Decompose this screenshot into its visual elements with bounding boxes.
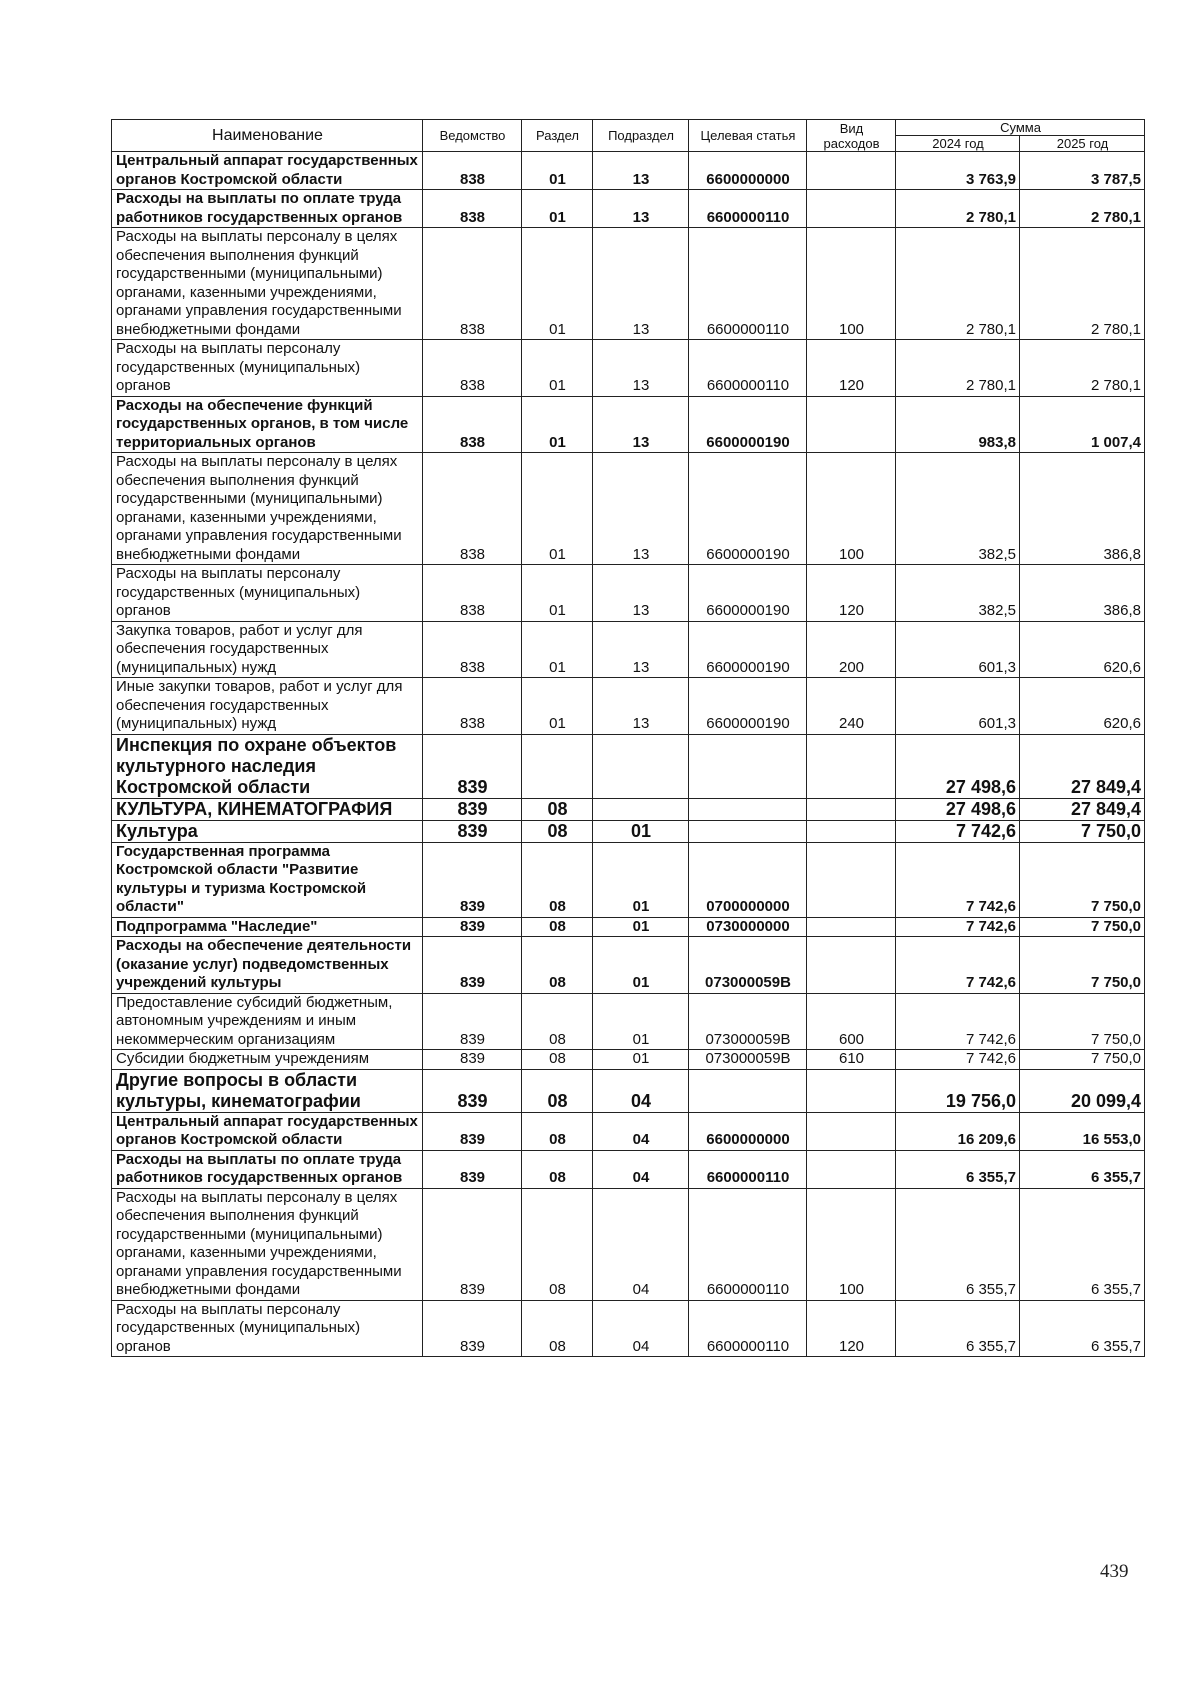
cell-name: КУЛЬТУРА, КИНЕМАТОГРАФИЯ	[112, 798, 423, 820]
table-row	[112, 820, 1145, 842]
cell-sum-2024: 7 742,6	[896, 820, 1020, 842]
cell-target-item: 6600000110	[689, 1300, 807, 1357]
cell-section: 01	[522, 340, 593, 397]
cell-sum-2024: 19 756,0	[896, 1069, 1020, 1112]
cell-name: Государственная программа Костромской области "Развитие культуры и туризма Костромской области"	[112, 842, 423, 917]
cell-sum-2025: 3 787,5	[1020, 152, 1145, 190]
cell-section	[522, 734, 593, 798]
cell-sum-2024: 601,3	[896, 678, 1020, 735]
cell-subsection: 13	[593, 565, 689, 622]
cell-name: Иные закупки товаров, работ и услуг для обеспечения государственных (муниципальных) нужд	[112, 678, 423, 735]
table-row	[112, 565, 1145, 622]
cell-department: 839	[423, 937, 522, 994]
cell-expense-type: 100	[807, 228, 896, 340]
cell-department: 839	[423, 734, 522, 798]
cell-sum-2025: 2 780,1	[1020, 340, 1145, 397]
table-row	[112, 228, 1145, 340]
cell-expense-type	[807, 798, 896, 820]
cell-name: Расходы на выплаты по оплате труда работников государственных органов	[112, 190, 423, 228]
cell-sum-2025: 6 355,7	[1020, 1300, 1145, 1357]
cell-target-item: 6600000110	[689, 1150, 807, 1188]
cell-sum-2025: 7 750,0	[1020, 917, 1145, 937]
cell-department: 838	[423, 678, 522, 735]
cell-name: Расходы на выплаты персоналу государственных (муниципальных) органов	[112, 340, 423, 397]
header-year-2025: 2025 год	[1020, 136, 1145, 152]
cell-sum-2025: 7 750,0	[1020, 993, 1145, 1050]
cell-expense-type: 120	[807, 1300, 896, 1357]
cell-sum-2025: 6 355,7	[1020, 1150, 1145, 1188]
cell-target-item: 0730000000	[689, 917, 807, 937]
cell-section: 08	[522, 1188, 593, 1300]
cell-department: 838	[423, 152, 522, 190]
cell-target-item: 6600000190	[689, 396, 807, 453]
cell-expense-type: 610	[807, 1050, 896, 1070]
cell-expense-type	[807, 820, 896, 842]
header-section: Раздел	[522, 120, 593, 152]
cell-subsection: 04	[593, 1188, 689, 1300]
cell-department: 839	[423, 798, 522, 820]
table-row	[112, 453, 1145, 565]
cell-section: 01	[522, 453, 593, 565]
table-row	[112, 798, 1145, 820]
cell-name: Субсидии бюджетным учреждениям	[112, 1050, 423, 1070]
cell-department: 838	[423, 621, 522, 678]
table-row	[112, 1188, 1145, 1300]
cell-sum-2024: 983,8	[896, 396, 1020, 453]
cell-section: 01	[522, 565, 593, 622]
cell-department: 838	[423, 228, 522, 340]
cell-target-item: 6600000110	[689, 340, 807, 397]
cell-sum-2025: 20 099,4	[1020, 1069, 1145, 1112]
cell-target-item: 6600000110	[689, 228, 807, 340]
cell-sum-2025: 2 780,1	[1020, 190, 1145, 228]
cell-expense-type: 100	[807, 453, 896, 565]
cell-expense-type	[807, 190, 896, 228]
table-row	[112, 1069, 1145, 1112]
cell-sum-2024: 2 780,1	[896, 340, 1020, 397]
cell-subsection: 13	[593, 396, 689, 453]
cell-target-item: 6600000000	[689, 1112, 807, 1150]
cell-subsection: 13	[593, 228, 689, 340]
cell-department: 839	[423, 1069, 522, 1112]
cell-target-item: 6600000190	[689, 453, 807, 565]
cell-section: 08	[522, 820, 593, 842]
table-body	[112, 152, 1145, 1357]
table-row	[112, 678, 1145, 735]
cell-sum-2025: 386,8	[1020, 565, 1145, 622]
cell-name: Другие вопросы в области культуры, кинематографии	[112, 1069, 423, 1112]
cell-expense-type	[807, 842, 896, 917]
cell-expense-type	[807, 937, 896, 994]
cell-subsection: 13	[593, 453, 689, 565]
cell-expense-type: 600	[807, 993, 896, 1050]
table-row	[112, 1150, 1145, 1188]
cell-subsection: 13	[593, 621, 689, 678]
cell-target-item: 0700000000	[689, 842, 807, 917]
table-row	[112, 917, 1145, 937]
cell-expense-type	[807, 917, 896, 937]
cell-expense-type: 120	[807, 340, 896, 397]
cell-section: 01	[522, 396, 593, 453]
table-row	[112, 1050, 1145, 1070]
cell-expense-type	[807, 152, 896, 190]
cell-subsection: 01	[593, 917, 689, 937]
cell-expense-type: 240	[807, 678, 896, 735]
cell-department: 838	[423, 340, 522, 397]
cell-sum-2024: 16 209,6	[896, 1112, 1020, 1150]
cell-sum-2025: 7 750,0	[1020, 820, 1145, 842]
cell-sum-2024: 382,5	[896, 565, 1020, 622]
cell-sum-2025: 7 750,0	[1020, 937, 1145, 994]
cell-sum-2024: 7 742,6	[896, 842, 1020, 917]
cell-section: 01	[522, 621, 593, 678]
cell-subsection: 13	[593, 190, 689, 228]
cell-department: 839	[423, 820, 522, 842]
cell-section: 01	[522, 190, 593, 228]
table-row	[112, 1300, 1145, 1357]
cell-name: Расходы на обеспечение деятельности (оказание услуг) подведомственных учреждений культуры	[112, 937, 423, 994]
table-row	[112, 152, 1145, 190]
cell-section: 08	[522, 1112, 593, 1150]
cell-target-item: 6600000190	[689, 565, 807, 622]
cell-sum-2025: 27 849,4	[1020, 734, 1145, 798]
header-target-item: Целевая статья	[689, 120, 807, 152]
cell-name: Расходы на выплаты персоналу в целях обеспечения выполнения функций государственными (муниципальными) органами, казенными учреждениями, органами управления государственными внебюджетными фондами	[112, 228, 423, 340]
cell-sum-2024: 7 742,6	[896, 993, 1020, 1050]
cell-section: 08	[522, 1150, 593, 1188]
cell-target-item	[689, 820, 807, 842]
cell-section: 08	[522, 917, 593, 937]
cell-department: 839	[423, 993, 522, 1050]
cell-subsection: 01	[593, 1050, 689, 1070]
table-row	[112, 621, 1145, 678]
cell-expense-type	[807, 1150, 896, 1188]
cell-section: 01	[522, 678, 593, 735]
header-sum: Сумма	[896, 120, 1145, 136]
table-row	[112, 190, 1145, 228]
cell-section: 08	[522, 1300, 593, 1357]
cell-section: 08	[522, 1069, 593, 1112]
cell-sum-2024: 27 498,6	[896, 734, 1020, 798]
cell-sum-2024: 7 742,6	[896, 917, 1020, 937]
cell-sum-2025: 6 355,7	[1020, 1188, 1145, 1300]
table-row	[112, 993, 1145, 1050]
table-row	[112, 340, 1145, 397]
cell-target-item: 6600000110	[689, 190, 807, 228]
table-row	[112, 734, 1145, 798]
cell-sum-2025: 16 553,0	[1020, 1112, 1145, 1150]
cell-sum-2024: 2 780,1	[896, 190, 1020, 228]
cell-name: Предоставление субсидий бюджетным, автономным учреждениям и иным некоммерческим организациям	[112, 993, 423, 1050]
cell-name: Расходы на выплаты персоналу государственных (муниципальных) органов	[112, 565, 423, 622]
cell-sum-2024: 6 355,7	[896, 1150, 1020, 1188]
cell-department: 838	[423, 565, 522, 622]
cell-department: 839	[423, 1050, 522, 1070]
cell-target-item: 073000059В	[689, 1050, 807, 1070]
cell-department: 839	[423, 1188, 522, 1300]
table-row	[112, 1112, 1145, 1150]
header-subsection: Подраздел	[593, 120, 689, 152]
cell-sum-2025: 2 780,1	[1020, 228, 1145, 340]
cell-subsection: 13	[593, 152, 689, 190]
cell-subsection	[593, 734, 689, 798]
cell-name: Закупка товаров, работ и услуг для обеспечения государственных (муниципальных) нужд	[112, 621, 423, 678]
cell-subsection: 04	[593, 1069, 689, 1112]
cell-target-item: 6600000190	[689, 678, 807, 735]
cell-sum-2025: 7 750,0	[1020, 1050, 1145, 1070]
cell-department: 839	[423, 917, 522, 937]
cell-sum-2024: 6 355,7	[896, 1300, 1020, 1357]
cell-name: Расходы на выплаты персоналу в целях обеспечения выполнения функций государственными (муниципальными) органами, казенными учреждениями, органами управления государственными внебюджетными фондами	[112, 1188, 423, 1300]
cell-expense-type	[807, 1069, 896, 1112]
cell-subsection: 04	[593, 1150, 689, 1188]
cell-name: Центральный аппарат государственных органов Костромской области	[112, 1112, 423, 1150]
cell-target-item	[689, 734, 807, 798]
header-department: Ведомство	[423, 120, 522, 152]
cell-target-item	[689, 798, 807, 820]
cell-subsection: 04	[593, 1112, 689, 1150]
table-row	[112, 396, 1145, 453]
cell-department: 839	[423, 1112, 522, 1150]
table-row	[112, 937, 1145, 994]
table-row	[112, 842, 1145, 917]
cell-subsection: 13	[593, 678, 689, 735]
cell-sum-2024: 382,5	[896, 453, 1020, 565]
cell-expense-type: 200	[807, 621, 896, 678]
cell-department: 839	[423, 1300, 522, 1357]
cell-sum-2024: 2 780,1	[896, 228, 1020, 340]
cell-department: 839	[423, 842, 522, 917]
header-year-2024: 2024 год	[896, 136, 1020, 152]
cell-section: 08	[522, 993, 593, 1050]
cell-sum-2024: 6 355,7	[896, 1188, 1020, 1300]
cell-expense-type: 120	[807, 565, 896, 622]
cell-target-item: 6600000110	[689, 1188, 807, 1300]
cell-sum-2025: 7 750,0	[1020, 842, 1145, 917]
cell-target-item: 6600000190	[689, 621, 807, 678]
cell-target-item: 073000059В	[689, 993, 807, 1050]
cell-department: 838	[423, 190, 522, 228]
cell-subsection: 01	[593, 937, 689, 994]
cell-sum-2025: 386,8	[1020, 453, 1145, 565]
cell-section: 01	[522, 228, 593, 340]
cell-name: Инспекция по охране объектов культурного наследия Костромской области	[112, 734, 423, 798]
cell-sum-2025: 27 849,4	[1020, 798, 1145, 820]
cell-name: Расходы на выплаты персоналу государственных (муниципальных) органов	[112, 1300, 423, 1357]
budget-table	[111, 119, 1145, 1357]
cell-name: Расходы на обеспечение функций государственных органов, в том числе территориальных органов	[112, 396, 423, 453]
cell-sum-2024: 27 498,6	[896, 798, 1020, 820]
cell-section: 08	[522, 937, 593, 994]
header-expense-type: Вид расходов	[807, 120, 896, 152]
cell-expense-type	[807, 734, 896, 798]
cell-sum-2024: 7 742,6	[896, 1050, 1020, 1070]
cell-department: 839	[423, 1150, 522, 1188]
cell-target-item	[689, 1069, 807, 1112]
cell-section: 08	[522, 842, 593, 917]
cell-subsection: 13	[593, 340, 689, 397]
cell-section: 08	[522, 798, 593, 820]
header-name: Наименование	[112, 120, 423, 152]
cell-subsection: 01	[593, 820, 689, 842]
cell-name: Центральный аппарат государственных органов Костромской области	[112, 152, 423, 190]
cell-expense-type	[807, 396, 896, 453]
cell-name: Расходы на выплаты по оплате труда работников государственных органов	[112, 1150, 423, 1188]
cell-expense-type: 100	[807, 1188, 896, 1300]
cell-name: Подпрограмма "Наследие"	[112, 917, 423, 937]
cell-name: Расходы на выплаты персоналу в целях обеспечения выполнения функций государственными (муниципальными) органами, казенными учреждениями, органами управления государственными внебюджетными фондами	[112, 453, 423, 565]
cell-sum-2025: 1 007,4	[1020, 396, 1145, 453]
cell-sum-2025: 620,6	[1020, 678, 1145, 735]
cell-section: 08	[522, 1050, 593, 1070]
cell-sum-2024: 601,3	[896, 621, 1020, 678]
cell-department: 838	[423, 396, 522, 453]
cell-section: 01	[522, 152, 593, 190]
cell-expense-type	[807, 1112, 896, 1150]
cell-name: Культура	[112, 820, 423, 842]
cell-sum-2025: 620,6	[1020, 621, 1145, 678]
cell-department: 838	[423, 453, 522, 565]
cell-subsection	[593, 798, 689, 820]
page-number: 439	[1100, 1561, 1129, 1582]
cell-sum-2024: 3 763,9	[896, 152, 1020, 190]
cell-subsection: 01	[593, 842, 689, 917]
cell-target-item: 6600000000	[689, 152, 807, 190]
cell-subsection: 04	[593, 1300, 689, 1357]
cell-subsection: 01	[593, 993, 689, 1050]
cell-target-item: 073000059В	[689, 937, 807, 994]
cell-sum-2024: 7 742,6	[896, 937, 1020, 994]
